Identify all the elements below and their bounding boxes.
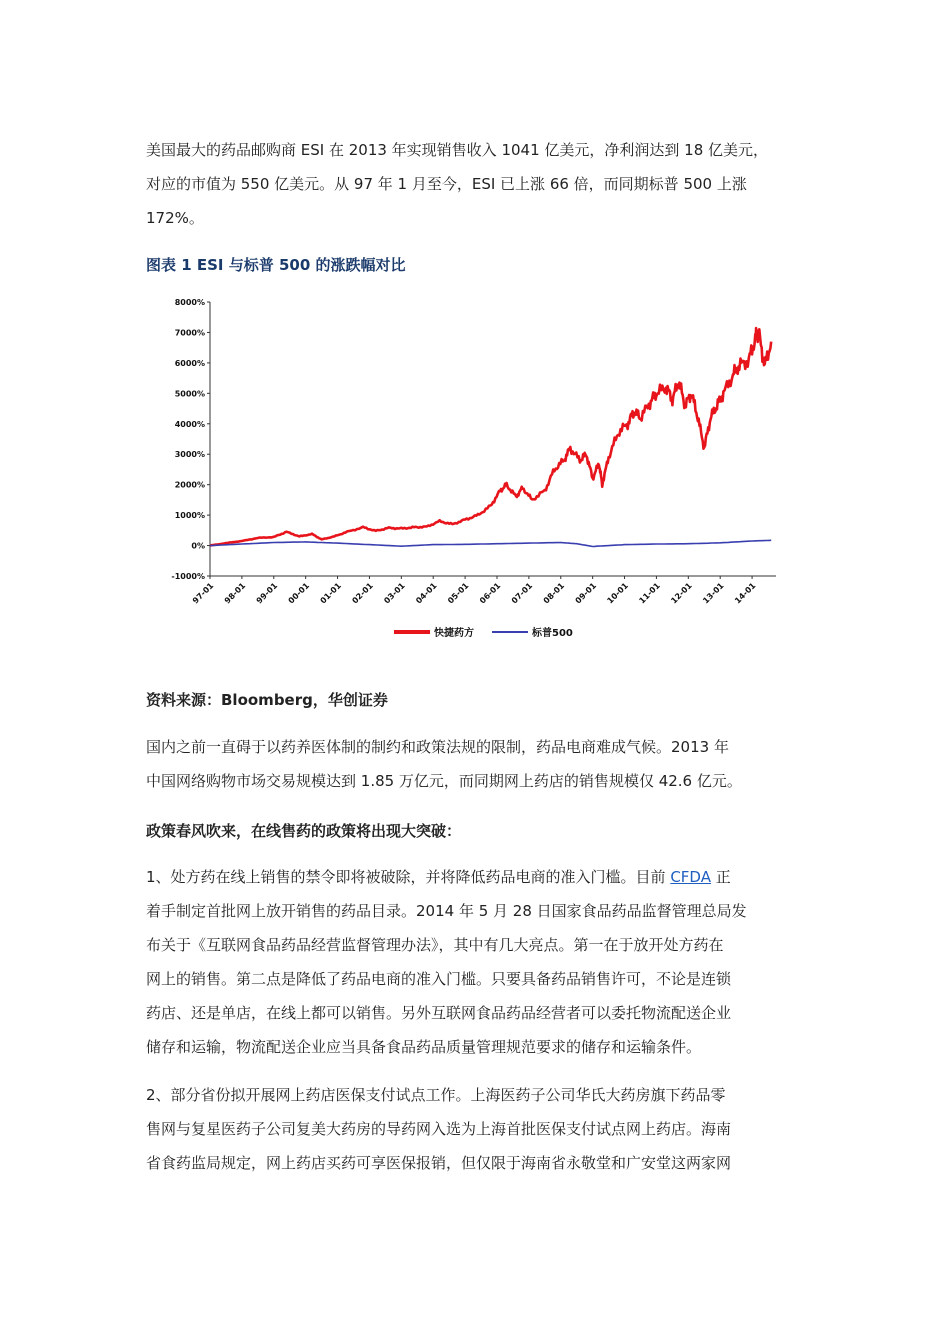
market-line: 国内之前一直碍于以药养医体制的制约和政策法规的限制，药品电商难成气候。2013 年: [146, 738, 729, 756]
legend-label: 标普500: [532, 628, 573, 639]
x-tick-label: 12-01: [669, 581, 694, 606]
policy-heading: 政策春风吹来，在线售药的政策将出现大突破：: [146, 822, 462, 840]
esi-vs-sp500-chart: [146, 288, 796, 648]
x-tick-label: 11-01: [637, 581, 662, 606]
policy-item-2-line: 2、部分省份拟开展网上药店医保支付试点工作。上海医药子公司华氏大药房旗下药品零: [146, 1086, 726, 1104]
policy-item-1-text-tail: 正: [710, 868, 731, 886]
x-tick-label: 13-01: [701, 581, 726, 606]
y-tick-label: 5000%: [174, 389, 205, 399]
policy-item-1-line: 网上的销售。第二点是降低了药品电商的准入门槛。只要具备药品销售许可，不论是连锁: [146, 970, 732, 988]
policy-item-1-text: 1、处方药在线上销售的禁令即将被破除，并将降低药品电商的准入门槛。目前: [146, 868, 671, 886]
y-tick-label: 2000%: [174, 480, 205, 490]
y-tick-label: 6000%: [174, 358, 205, 368]
y-tick-label: 0%: [191, 541, 205, 551]
figure-source: 资料来源：Bloomberg，华创证券: [146, 691, 388, 709]
policy-item-1-line: 药店、还是单店，在线上都可以销售。另外互联网食品药品经营者可以委托物流配送企业: [146, 1004, 732, 1022]
y-tick-label: 7000%: [174, 328, 205, 338]
policy-item-1: [146, 860, 806, 1064]
policy-item-1-line: 着手制定首批网上放开销售的药品目录。2014 年 5 月 28 日国家食品药品监督管理总局发: [146, 902, 747, 920]
x-tick-label: 99-01: [254, 581, 280, 606]
x-tick-label: 05-01: [446, 581, 471, 606]
x-tick-label: 09-01: [573, 581, 599, 606]
market-line: 中国网络购物市场交易规模达到 1.85 万亿元，而同期网上药店的销售规模仅 42.6 亿元。: [146, 772, 742, 790]
y-tick-label: 8000%: [174, 298, 205, 307]
x-tick-label: 06-01: [477, 581, 503, 606]
x-tick-label: 02-01: [350, 581, 375, 606]
intro-line: 美国最大的药品邮购商 ESI 在 2013 年实现销售收入 1041 亿美元，净利润达到 18 亿美元，: [146, 141, 769, 159]
y-tick-label: 4000%: [174, 419, 205, 429]
policy-item-1-line: 储存和运输，物流配送企业应当具备食品药品质量管理规范要求的储存和运输条件。: [146, 1038, 702, 1056]
x-tick-label: 04-01: [414, 581, 439, 606]
policy-item-2: [146, 1078, 806, 1180]
y-tick-label: -1000%: [171, 572, 205, 581]
intro-paragraph: [146, 133, 806, 235]
esi-series-line: [210, 328, 771, 546]
intro-line: 对应的市值为 550 亿美元。从 97 年 1 月至今，ESI 已上涨 66 倍，而同期标普 500 上涨: [146, 175, 747, 193]
x-tick-label: 01-01: [318, 581, 343, 606]
figure-caption: 图表 1 ESI 与标普 500 的涨跌幅对比: [146, 256, 406, 274]
x-tick-label: 14-01: [733, 581, 758, 606]
market-paragraph: [146, 730, 806, 798]
policy-item-1-first-line: [146, 860, 806, 894]
x-tick-label: 07-01: [509, 581, 535, 606]
intro-line: 172%。: [146, 209, 204, 227]
y-tick-label: 1000%: [174, 511, 205, 521]
x-tick-label: 98-01: [222, 581, 248, 606]
policy-item-2-line: 省食药监局规定，网上药店买药可享医保报销，但仅限于海南省永敬堂和广安堂这两家网: [146, 1154, 732, 1172]
x-tick-label: 00-01: [286, 581, 312, 606]
sp500-series-line: [210, 540, 771, 546]
x-tick-label: 08-01: [541, 581, 567, 606]
x-tick-label: 97-01: [190, 581, 216, 606]
policy-item-1-line: 布关于《互联网食品药品经营监督管理办法》，其中有几大亮点。第一在于放开处方药在: [146, 936, 724, 954]
legend-label: 快捷药方: [434, 628, 474, 639]
y-tick-label: 3000%: [174, 450, 205, 460]
x-tick-label: 10-01: [605, 581, 630, 606]
cfda-link[interactable]: CFDA: [670, 868, 711, 886]
x-tick-label: 03-01: [382, 581, 407, 606]
policy-item-2-line: 售网与复星医药子公司复美大药房的导药网入选为上海首批医保支付试点网上药店。海南: [146, 1120, 732, 1138]
